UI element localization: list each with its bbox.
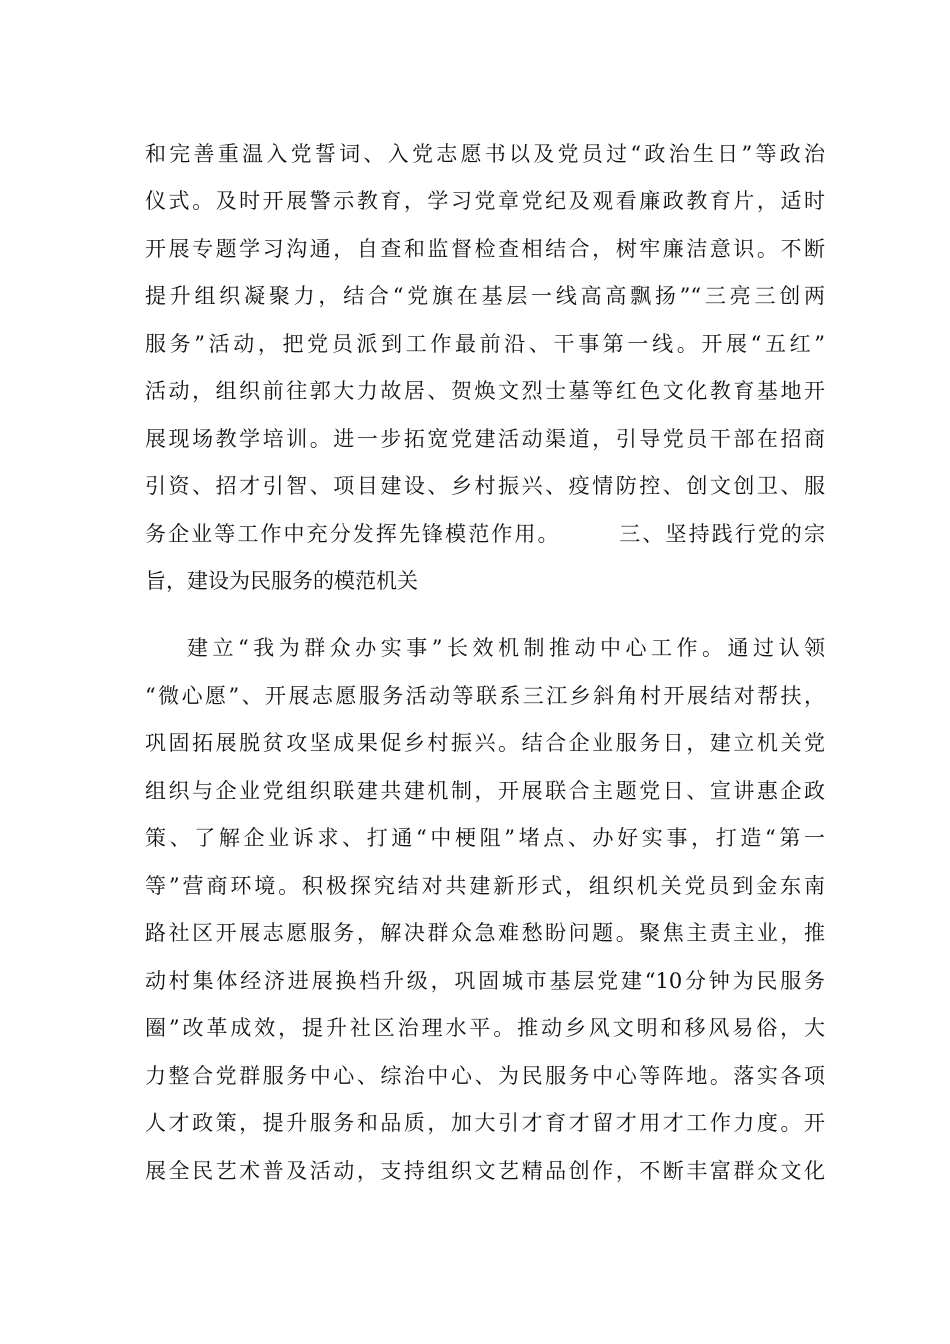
text-line: 路社区开展志愿服务，解决群众急难愁盼问题。聚焦主责主业，推 [145, 921, 825, 945]
text-line: 等”营商环境。积极探究结对共建新形式，组织机关党员到金东南 [145, 874, 825, 898]
text-line: 仪式。及时开展警示教育，学习党章党纪及观看廉政教育片，适时 [145, 189, 825, 213]
text-line: 策、了解企业诉求、打通“中梗阻”堵点、办好实事，打造“第一 [145, 826, 825, 850]
text-line: 动村集体经济进展换档升级，巩固城市基层党建“10分钟为民服务 [145, 969, 825, 993]
text-line: 活动，组织前往郭大力故居、贺焕文烈士墓等红色文化教育基地开 [145, 379, 825, 403]
text-line: 展全民艺术普及活动，支持组织文艺精品创作，不断丰富群众文化 [145, 1159, 825, 1183]
text-line: 组织与企业党组织联建共建机制，开展联合主题党日、宣讲惠企政 [145, 779, 825, 803]
text-line: 圈”改革成效，提升社区治理水平。推动乡风文明和移风易俗，大 [145, 1016, 825, 1040]
text-line: 力整合党群服务中心、综治中心、为民服务中心等阵地。落实各项 [145, 1064, 825, 1088]
text-line: 和完善重温入党誓词、入党志愿书以及党员过“政治生日”等政治 [145, 142, 825, 166]
text-line: 提升组织凝聚力，结合“党旗在基层一线高高飘扬”“三亮三创两 [145, 284, 825, 308]
text-line: 巩固拓展脱贫攻坚成果促乡村振兴。结合企业服务日，建立机关党 [145, 731, 825, 755]
text-line: 人才政策，提升服务和品质，加大引才育才留才用才工作力度。开 [145, 1111, 825, 1135]
paragraph-first-line: 建立“我为群众办实事”长效机制推动中心工作。通过认领 [187, 636, 825, 660]
text-line: 展现场教学培训。进一步拓宽党建活动渠道，引导党员干部在招商 [145, 427, 825, 451]
text-line: 服务”活动，把党员派到工作最前沿、干事第一线。开展“五红” [145, 332, 825, 356]
text-line: “微心愿”、开展志愿服务活动等联系三江乡斜角村开展结对帮扶， [145, 684, 825, 708]
text-line: 开展专题学习沟通，自查和监督检查相结合，树牢廉洁意识。不断 [145, 237, 825, 261]
text-line: 引资、招才引智、项目建设、乡村振兴、疫情防控、创文创卫、服 [145, 474, 825, 498]
text-line: 务企业等工作中充分发挥先锋模范作用。 三、坚持践行党的宗 [145, 522, 825, 546]
text-line: 旨，建设为民服务的模范机关 [145, 569, 418, 593]
